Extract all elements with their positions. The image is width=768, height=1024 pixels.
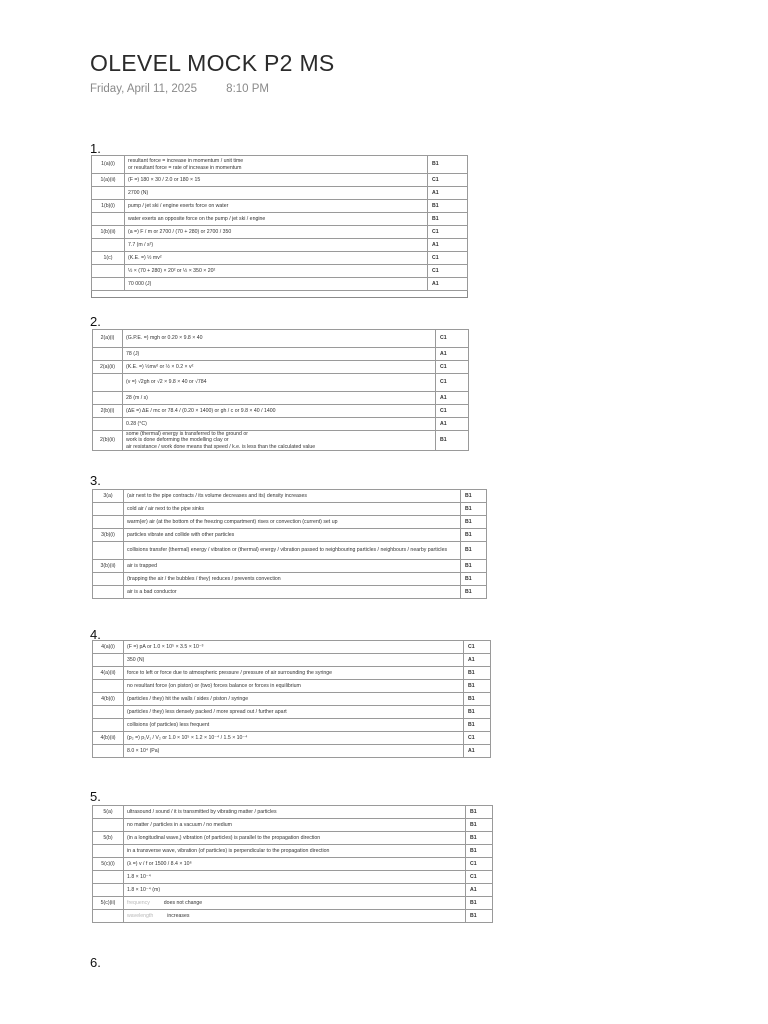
mark-code: C1 (466, 858, 493, 871)
answer-text: (G.P.E. =) mgh or 0.20 × 9.8 × 40 (123, 330, 436, 348)
mark-code: C1 (428, 252, 468, 265)
mark-code: B1 (461, 542, 487, 560)
answer-text: ultrasound / sound / it is transmitted by vibrating matter / particles (124, 806, 466, 819)
table-row (93, 586, 487, 599)
mark-code: B1 (466, 845, 493, 858)
mark-code: B1 (464, 706, 491, 719)
mark-code: C1 (436, 361, 469, 374)
answer-text: warm(er) air (at the bottom of the freezing compartment) rises or convection (current) set up (124, 516, 461, 529)
table-row (93, 884, 493, 897)
mark-code: C1 (436, 405, 469, 418)
table-row (93, 573, 487, 586)
mark-code: C1 (428, 174, 468, 187)
question-part: 5(c)(ii) (93, 897, 124, 910)
answer-text: (F =) pA or 1.0 × 10⁵ × 3.5 × 10⁻³ (124, 641, 464, 654)
table-row (92, 226, 468, 239)
answer-text: (λ =) v / f or 1500 / 8.4 × 10⁶ (124, 858, 466, 871)
question-part: 1(b)(i) (92, 200, 125, 213)
mark-code: B1 (466, 806, 493, 819)
answer-text: water exerts an opposite force on the pump / jet ski / engine (125, 213, 428, 226)
question-number: 5. (90, 789, 101, 804)
mark-code: B1 (466, 819, 493, 832)
mark-code: A1 (436, 418, 469, 431)
mark-code: A1 (464, 745, 491, 758)
mark-code: A1 (428, 239, 468, 252)
question-part: 4(b)(i) (93, 693, 124, 706)
answer-text: 1.8 × 10⁻⁴ (124, 871, 466, 884)
answer-label: frequency (127, 899, 150, 906)
table-row (92, 156, 468, 174)
question-part (93, 418, 123, 431)
answer-text: in a transverse wave, vibration (of particles) is perpendicular to the propagation direction (124, 845, 466, 858)
question-part: 3(b)(i) (93, 529, 124, 542)
mark-code: B1 (466, 832, 493, 845)
question-part: 1(a)(ii) (92, 174, 125, 187)
answer-text: particles vibrate and collide with other particles (124, 529, 461, 542)
question-number: 4. (90, 627, 101, 642)
answer-text: (particles / they) hit the walls / sides / piston / syringe (124, 693, 464, 706)
question-part (92, 213, 125, 226)
answer-text: (trapping the air / the bubbles / they) reduces / prevents convection (124, 573, 461, 586)
answer-text: (air next to the pipe contracts / its volume decreases and its) density increases (124, 490, 461, 503)
table-row (93, 680, 491, 693)
answer-value: does not change (163, 899, 203, 906)
table-row (92, 174, 468, 187)
mark-code: B1 (466, 897, 493, 910)
table-row (93, 897, 493, 910)
table-row (93, 706, 491, 719)
question-part: 2(a)(ii) (93, 361, 123, 374)
question-part (93, 910, 124, 923)
table-row (93, 348, 469, 361)
table-row (93, 503, 487, 516)
table-row (92, 200, 468, 213)
mark-code: B1 (436, 431, 469, 451)
question-part (92, 187, 125, 200)
mark-code: C1 (464, 732, 491, 745)
question-part: 3(b)(ii) (93, 560, 124, 573)
answer-text: collisions (of particles) less frequent (124, 719, 464, 732)
question-number: 2. (90, 314, 101, 329)
table-row (93, 560, 487, 573)
table-row (93, 431, 469, 451)
answer-text: ½ × (70 + 280) × 20² or ½ × 350 × 20² (125, 265, 428, 278)
question-part: 1(c) (92, 252, 125, 265)
table-row (93, 858, 493, 871)
table-row (92, 265, 468, 278)
answer-text: cold air / air next to the pipe sinks (124, 503, 461, 516)
mark-scheme-table-q1 (91, 155, 468, 291)
mark-code: B1 (428, 213, 468, 226)
table-row (93, 832, 493, 845)
table-row (93, 910, 493, 923)
question-part (93, 654, 124, 667)
table-row (93, 806, 493, 819)
mark-code: B1 (461, 573, 487, 586)
page-meta (90, 83, 269, 95)
table-row (93, 719, 491, 732)
table-row (92, 278, 468, 291)
mark-code: B1 (461, 503, 487, 516)
question-number: 6. (90, 955, 101, 970)
mark-code: B1 (461, 529, 487, 542)
answer-text: air is a bad conductor (124, 586, 461, 599)
table-row (93, 641, 491, 654)
answer-text: (F =) 180 × 30 / 2.0 or 180 × 15 (125, 174, 428, 187)
table-body (92, 156, 468, 291)
answer-text: no matter / particles in a vacuum / no medium (124, 819, 466, 832)
question-part (93, 586, 124, 599)
question-part (93, 680, 124, 693)
question-part (93, 884, 124, 897)
table-row (92, 187, 468, 200)
question-part (93, 745, 124, 758)
answer-text: 2700 (N) (125, 187, 428, 200)
mark-code: A1 (436, 348, 469, 361)
table-body (93, 806, 493, 923)
table-body (93, 490, 487, 599)
answer-text: 1.8 × 10⁻⁴ (m) (124, 884, 466, 897)
answer-label: wavelength (127, 912, 154, 919)
table-row (93, 693, 491, 706)
answer-text: (v =) √2gh or √2 × 9.8 × 40 or √784 (123, 374, 436, 392)
answer-text: resultant force = increase in momentum / unit time or resultant force = rate of increase in momentum (125, 156, 428, 174)
question-part: 5(c)(i) (93, 858, 124, 871)
answer-text: 350 (N) (124, 654, 464, 667)
mark-code: B1 (461, 490, 487, 503)
question-number: 1. (90, 141, 101, 156)
table-row (92, 213, 468, 226)
answer-text: (particles / they) less densely packed / more spread out / further apart (124, 706, 464, 719)
table-row (93, 542, 487, 560)
table-body (93, 330, 469, 451)
question-part: 1(a)(i) (92, 156, 125, 174)
question-part: 4(b)(ii) (93, 732, 124, 745)
question-part: 2(b)(ii) (93, 431, 123, 451)
mark-code: B1 (466, 910, 493, 923)
table-row (93, 490, 487, 503)
table-row (93, 405, 469, 418)
answer-text: (K.E. =) ½ mv² (125, 252, 428, 265)
mark-code: C1 (428, 265, 468, 278)
answer-text: 8.0 × 10⁴ (Pa) (124, 745, 464, 758)
question-part (93, 503, 124, 516)
question-number: 3. (90, 473, 101, 488)
table-row (93, 529, 487, 542)
page-date: Friday, April 11, 2025 (90, 83, 197, 95)
question-part (92, 278, 125, 291)
question-part (92, 265, 125, 278)
question-part (92, 239, 125, 252)
mark-code: B1 (461, 516, 487, 529)
answer-text: (in a longitudinal wave,) vibration (of particles) is parallel to the propagation direction (124, 832, 466, 845)
answer-text: some (thermal) energy is transferred to the ground or work is done deforming the modelling clay or air resistance / work done means that speed / k.e. is less than the calculated value (123, 431, 436, 451)
question-part (93, 706, 124, 719)
answer-text (124, 910, 466, 923)
mark-scheme-table-q5 (92, 805, 493, 923)
answer-text: 7.7 (m / s²) (125, 239, 428, 252)
table-row (93, 516, 487, 529)
table-body (93, 641, 491, 758)
answer-text: 70 000 (J) (125, 278, 428, 291)
table-row (93, 745, 491, 758)
question-part: 2(a)(i) (93, 330, 123, 348)
answer-text (124, 897, 466, 910)
page-time: 8:10 PM (226, 83, 269, 95)
table-row (93, 374, 469, 392)
question-part: 2(b)(i) (93, 405, 123, 418)
question-part (93, 719, 124, 732)
mark-scheme-table-q3 (92, 489, 487, 599)
answer-text: 28 (m / s) (123, 392, 436, 405)
mark-scheme-table-q2 (92, 329, 469, 451)
answer-text: pump / jet ski / engine exerts force on water (125, 200, 428, 213)
question-part (93, 374, 123, 392)
mark-code: B1 (464, 719, 491, 732)
answer-text: (a =) F / m or 2700 / (70 + 280) or 2700 / 350 (125, 226, 428, 239)
mark-code: C1 (428, 226, 468, 239)
mark-code: A1 (428, 187, 468, 200)
mark-code: B1 (464, 680, 491, 693)
table-row (92, 239, 468, 252)
table-row (93, 732, 491, 745)
question-part (93, 845, 124, 858)
question-part: 1(b)(ii) (92, 226, 125, 239)
question-part: 5(b) (93, 832, 124, 845)
question-part: 4(a)(ii) (93, 667, 124, 680)
question-part: 4(a)(i) (93, 641, 124, 654)
answer-text: force to left or force due to atmospheric pressure / pressure of air surrounding the syringe (124, 667, 464, 680)
question-part (93, 573, 124, 586)
mark-code: B1 (461, 586, 487, 599)
mark-code: B1 (428, 156, 468, 174)
mark-scheme-table-q4 (92, 640, 491, 758)
answer-text: 0.28 (°C) (123, 418, 436, 431)
table-row (93, 330, 469, 348)
table-row (93, 392, 469, 405)
table-row (92, 252, 468, 265)
question-part (93, 348, 123, 361)
table-row (93, 871, 493, 884)
answer-text: air is trapped (124, 560, 461, 573)
question-part (93, 819, 124, 832)
question-part (93, 392, 123, 405)
answer-text: (ΔE =) ΔE / mc or 78.4 / (0.20 × 1400) or gh / c or 9.8 × 40 / 1400 (123, 405, 436, 418)
answer-text: 78 (J) (123, 348, 436, 361)
answer-text: no resultant force (on piston) or (two) forces balance or forces in equilibrium (124, 680, 464, 693)
question-part (93, 516, 124, 529)
answer-text: (K.E. =) ½mv² or ½ × 0.2 × v² (123, 361, 436, 374)
table-row (93, 819, 493, 832)
question-part: 3(a) (93, 490, 124, 503)
answer-text: collisions transfer (thermal) energy / vibration or (thermal) energy / vibration passed to neighbouring particles / neighbours / nearby particles (124, 542, 461, 560)
mark-code: C1 (464, 641, 491, 654)
question-part: 5(a) (93, 806, 124, 819)
mark-code: A1 (466, 884, 493, 897)
page-title: OLEVEL MOCK P2 MS (90, 50, 335, 76)
mark-code: A1 (436, 392, 469, 405)
table-row (93, 418, 469, 431)
answer-text: (p₂ =) p₁V₁ / V₂ or 1.0 × 10⁵ × 1.2 × 10⁻⁴ / 1.5 × 10⁻⁴ (124, 732, 464, 745)
mark-code: C1 (436, 374, 469, 392)
mark-code: B1 (461, 560, 487, 573)
question-part (93, 871, 124, 884)
mark-code: C1 (466, 871, 493, 884)
mark-code: B1 (464, 667, 491, 680)
mark-code: B1 (464, 693, 491, 706)
table-row (93, 654, 491, 667)
mark-code: C1 (436, 330, 469, 348)
question-part (93, 542, 124, 560)
mark-code: A1 (464, 654, 491, 667)
answer-value: increases (167, 912, 190, 919)
table-row (93, 845, 493, 858)
mark-code: B1 (428, 200, 468, 213)
table-row (93, 667, 491, 680)
table-row (93, 361, 469, 374)
mark-code: A1 (428, 278, 468, 291)
